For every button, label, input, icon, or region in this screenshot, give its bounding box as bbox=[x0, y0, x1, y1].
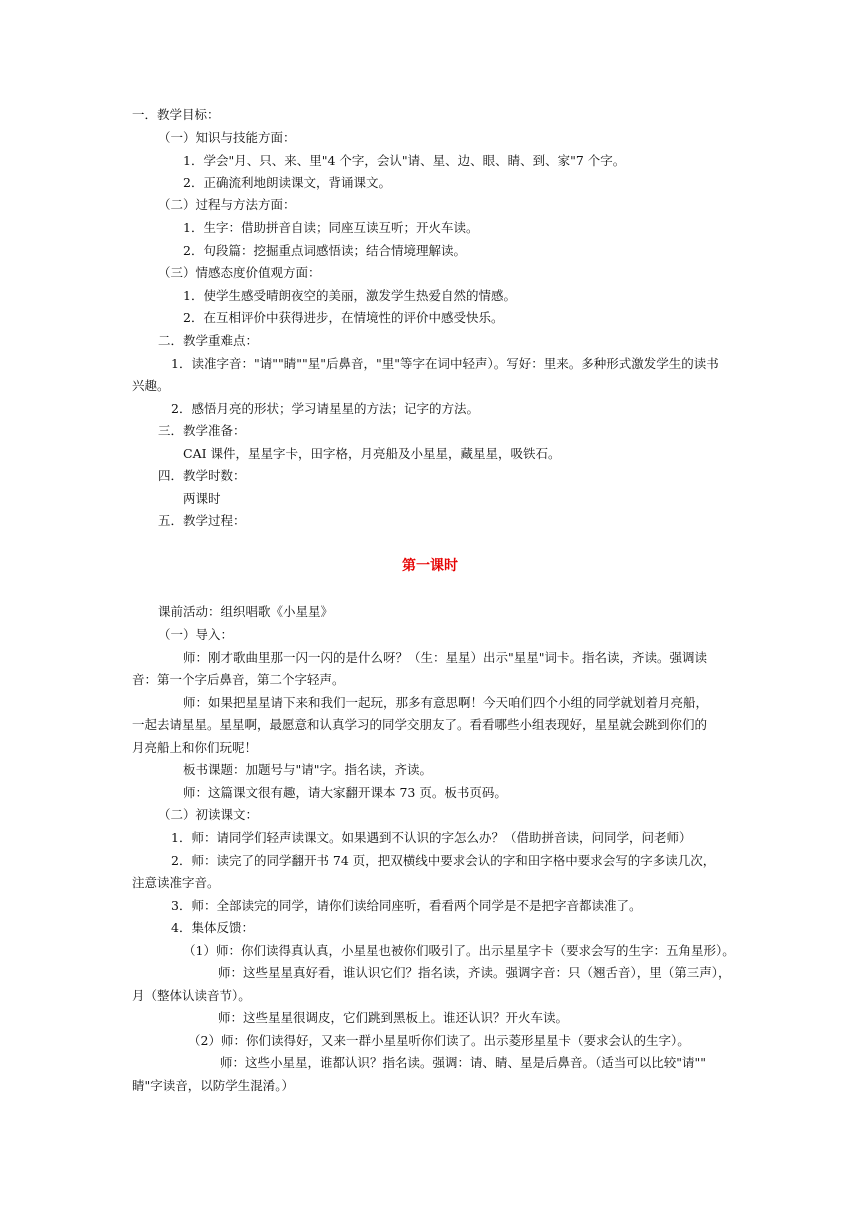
difficulty-item-1-line-2: 兴趣。 bbox=[132, 378, 170, 393]
section-emotion-label: （三）情感态度价值观方面： bbox=[158, 265, 321, 280]
difficulty-item-2: 2．感悟月亮的形状；学习请星星的方法；记字的方法。 bbox=[171, 401, 479, 416]
preparation-heading: 三．教学准备： bbox=[158, 423, 246, 438]
section-knowledge-label: （一）知识与技能方面： bbox=[158, 130, 296, 145]
feedback-2a-line-1: 师：这些小星星，谁都认识？指名读。强调：请、睛、星是后鼻音。（适当可以比较"请"" bbox=[220, 1055, 707, 1070]
first-read-step-2-line-1: 2．师：读完了的同学翻开书 74 页，把双横线中要求会认的字和田字格中要求会写的字多读几次， bbox=[171, 853, 716, 868]
emotion-item-2: 2．在互相评价中获得进步，在情境性的评价中感受快乐。 bbox=[183, 310, 504, 325]
first-read-step-1: 1．师：请同学们轻声读课文。如果遇到不认识的字怎么办？（借助拼音读，问同学，问老师） bbox=[171, 830, 692, 845]
intro-p2-line-2: 一起去请星星。星星啊，最愿意和认真学习的同学交朋友了。看看哪些小组表现好，星星就会跳到你们的 bbox=[132, 717, 708, 732]
feedback-2: （2）师：你们读得好，又来一群小星星听你们读了。出示菱形星星卡（要求会认的生字）。 bbox=[188, 1033, 690, 1048]
feedback-1a-line-1: 师：这些星星真好看，谁认识它们？指名读，齐读。强调字音：只（翘舌音），里（第三声）， bbox=[218, 965, 731, 980]
pre-activity: 课前活动：组织唱歌《小星星》 bbox=[158, 604, 334, 619]
feedback-1: （1）师：你们读得真认真，小星星也被你们吸引了。出示星星字卡（要求会写的生字：五角星形）。 bbox=[183, 943, 735, 958]
intro-p2-line-3: 月亮船上和你们玩呢！ bbox=[132, 740, 258, 755]
intro-p3: 板书课题：加题号与"请"字。指名读，齐读。 bbox=[183, 762, 432, 777]
knowledge-item-1: 1．学会"月、只、来、里"4 个字，会认"请、星、边、眼、睛、到、家"7 个字。 bbox=[183, 153, 626, 168]
first-read-step-2-line-2: 注意读准字音。 bbox=[132, 875, 220, 890]
difficulties-heading: 二．教学重难点： bbox=[158, 333, 259, 348]
feedback-2a-line-2: 睛"字读音，以防学生混淆。） bbox=[132, 1078, 295, 1093]
feedback-1b: 师：这些星星很调皮，它们跳到黑板上。谁还认识？开火车读。 bbox=[218, 1010, 569, 1025]
difficulty-item-1-line-1: 1．读准字音："请""睛""星"后鼻音，"里"等字在词中轻声）。写好：里来。多种形式激发学生的读书 bbox=[171, 356, 719, 371]
process-heading: 五．教学过程： bbox=[158, 513, 246, 528]
intro-p1-line-1: 师：刚才歌曲里那一闪一闪的是什么呀？（生：星星）出示"星星"词卡。指名读，齐读。强调读 bbox=[183, 650, 708, 665]
first-read-step-4: 4．集体反馈： bbox=[171, 920, 254, 935]
feedback-1a-line-2: 月（整体认读音节）。 bbox=[132, 988, 251, 1003]
first-read-label: （二）初读课文： bbox=[158, 807, 259, 822]
intro-p4: 师：这篇课文很有趣，请大家翻开课本 73 页。板书页码。 bbox=[183, 785, 507, 800]
knowledge-item-2: 2．正确流利地朗读课文，背诵课文。 bbox=[183, 175, 391, 190]
preparation-content: CAI 课件，星星字卡，田字格，月亮船及小星星，藏星星，吸铁石。 bbox=[183, 446, 561, 461]
process-item-1: 1．生字：借助拼音自读；同座互读互听；开火车读。 bbox=[183, 220, 479, 235]
section-process-label: （二）过程与方法方面： bbox=[158, 197, 296, 212]
hours-heading: 四．教学时数： bbox=[158, 468, 246, 483]
objectives-heading: 一．教学目标： bbox=[132, 107, 220, 122]
emotion-item-1: 1．使学生感受晴朗夜空的美丽，激发学生热爱自然的情感。 bbox=[183, 288, 516, 303]
process-item-2: 2．句段篇：挖掘重点词感悟读；结合情境理解读。 bbox=[183, 243, 466, 258]
intro-p1-line-2: 音：第一个字后鼻音，第二个字轻声。 bbox=[132, 672, 345, 687]
lesson-title: 第一课时 bbox=[402, 558, 458, 574]
first-read-step-3: 3．师：全部读完的同学，请你们读给同座听，看看两个同学是不是把字音都读准了。 bbox=[171, 898, 642, 913]
intro-p2-line-1: 师：如果把星星请下来和我们一起玩，那多有意思啊！今天咱们四个小组的同学就划着月亮船， bbox=[183, 695, 709, 710]
intro-label: （一）导入： bbox=[158, 627, 234, 642]
hours-content: 两课时 bbox=[183, 491, 221, 506]
